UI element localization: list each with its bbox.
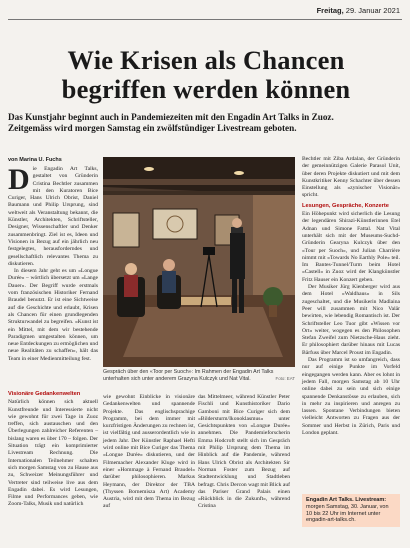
- article-photo: [103, 157, 295, 367]
- subhead-visionary: Visionäre Gedankenwelten: [8, 391, 81, 397]
- dateline: [317, 6, 400, 15]
- article-column-1-bottom: [8, 388, 98, 509]
- article-column-3: [198, 394, 290, 511]
- headline-line2: begriffen werden können: [61, 74, 351, 104]
- infobox-text: morgen Samstag, 30. Januar, von 10 bis 22 Uhr im Internet unter engadin-art-talks.ch.: [306, 503, 389, 524]
- photo-caption-text: Gespräch über den «Toor per Suoch»: Im Rahmen der Engadin Art Talks unterhalten sich unter anderem Grazyna Kulczyk und Nat Vital.: [103, 369, 274, 382]
- paragraph-col4-4: Das Programm ist so umfangreich, dass nur auf einige Punkte im Vorfeld eingegangen werden kann. Aber es lohnt in jedem Fall, morgen Samstag ab 10 Uhr online dabei zu sein und sich einige spannende Denkanstösse zu erlauben, sich in mehr zu inspirieren und anregen zu lassen. Spontane Verbindungen bieten vielleicht Antworten zu Fragen aus der Sommer und Herbst in Zürich, Paris und London geplant.: [302, 357, 400, 436]
- headline-line1: Wie Krisen als Chancen: [67, 45, 345, 75]
- article-column-1: [8, 163, 98, 363]
- drop-cap: D: [8, 163, 30, 196]
- intro-paragraph: ie Engadin Art Talks, gestaltet von Gründerin Cristina Bechtler zusammen mit den Kuratoren Bice Curiger, Hans Ulrich Obrist, Daniel Baumann und Philip Ursprung, sind weltweit als Veranstaltung bekannt, die Künstler, Architekten, Schriftsteller, Designer, Wissenschaftler und Denker zusammenbringt. Ziel ist es, Ideen und Visionen in Bezug auf ein jährlich neu festgelegtes, herausforderndes und gesellschaftlich relevantes Thema zu diskutieren.: [8, 166, 98, 267]
- dek: [8, 112, 400, 134]
- headline: [8, 46, 404, 104]
- livestream-infobox: [302, 494, 400, 527]
- subhead-readings: Lesungen, Gespräche, Konzerte: [302, 202, 389, 209]
- photo-credit: Foto: EAT: [275, 376, 295, 381]
- dateline-weekday: Freitag,: [316, 6, 344, 15]
- infobox-title: Engadin Art Talks. Livestream:: [306, 497, 387, 503]
- photo-scene: [103, 157, 295, 367]
- byline: von Marina U. Fuchs: [8, 157, 62, 163]
- paragraph-2: In diesem Jahr geht es um «Longue Durée» – wörtlich übersetzt um «Lange Dauer». Der Begriff wurde erstmals vom französischen Historiker Fernand Braudel benutzt. Er ist eine Sichtweise auf die Geschichte und erlaubt, Krisen als Chancen für einen grundlegenden Strukturwandel zu begreifen. «Kunst ist ein Mittel, mit dem wir bestehende Paradigmen umgestalten können, um neue Entdeckungen zu ermöglichen und neue Realitäten zu schaffen», hält das Team in einer Medienmitteilung fest.: [8, 268, 98, 362]
- paragraph-col4-3: Der Musiker Jürg Kienberger wird aus dem Hotel «Waldhaus» in Sils zugeschaltet, und die Musikerin Madlaina Peer will zusammen mit Nico Valär bewirten, wie lebendig Romantisch ist. Der Schriftsteller Leo Tuor gibt «Wissen vor Ort» weiter, wogegen es den Philosophen Stefan Zweifel zum Nietzsche-Haus zieht. Er philosophiert darüber hinaus mit Lucas Bärfuss über Marcel Proust im Engadin.: [302, 284, 400, 356]
- dek-line1: Das Kunstjahr beginnt auch in Pandemiezeiten mit den Engadin Art Talks in Zuoz.: [8, 112, 334, 122]
- top-rule: [8, 19, 402, 20]
- article-column-2: [103, 394, 195, 511]
- paragraph-column-3: das Mittelmeer, während Künstler Peter Fischli und Kunsthistoriker Dario Gamboni mit Bice Curiger sich dem «Bildersturm/Ikonoklasmus» unter Gesichtspunkten von «Longue Durée» annehmen. Die Pandemieforscherin Emma Hodcroft stellt sich im Gespräch mit Philip Ursprung dem Thema im Hinblick auf die Pandemie, während Hans Ulrich Obrist als Architekten Sir Norman Foster zum Bezug auf Stadtentwicklung und Stadtleben befragt. Chris Dercon wagt mit Blick auf das Pariser Grand Palais einen «Rückblick in die Zukunft», während Cristina: [198, 394, 290, 510]
- article-column-4: [302, 156, 400, 437]
- dateline-date: 29. Januar 2021: [345, 6, 400, 15]
- paragraph-visionary: Natürlich können sich aktuell Kunstfreunde und Interessierte nicht wie gewohnt für zwei Tage in Zuoz treffen, sich austauschen und den Überlegungen zahlreicher Referenten – bislang waren es über 170 – folgen. Der Situation trägt ein komprimierter Livestream Rechnung. Die Internationalen Teilnehmer schalten sich morgen Samstag von zu Hause aus zu, Schweizer Meinungsführer und Vertreter sind teilweise live aus dem Engadin dabei. Es wird Lesungen, Filme und Performances geben, wie Zoom-Talks, Musik und natürlich: [8, 399, 98, 508]
- paragraph-col4-2: Ein Höhepunkt wird sicherlich die Lesung der legendären Shirazi-Künstlerinnen Etel Adnan und Simone Fattal. Nat Vital unterhält sich mit der Museums-Suchd-Gründerin Gearyna Kulczyk über den «Tour per Suoch», und Julian Charrière nimmt mit «Towards No Earthly Pole» teil. Im Bantes-Tunnel/Turm beim Hotel «Castell» in Zuoz wird der Klangkünstler Fritz Hauser ein Konzert geben.: [302, 211, 400, 283]
- photo-caption: [103, 369, 295, 382]
- paragraph-column-2: wie gewohnt Einblicke in visionäre Gedankenwelten und spannende Projekte. Das englischsprachige Programm, bei dem immer mit kurzfristigen Änderungen zu rechnen ist, ist vielfältig und ausserordentlich wie in jedem Jahr. Der Künstler Raphael Hefti wird online mit Bice Curiger das Thema «Longue Durée» diskutieren, und der Filmemacher Alexander Kluge wird in einer «Hommage à Fernand Braudel» darüber philosophieren. Markus Heymann, der Direktor der TBA (Thyssen Bornemisza Art) Academy Austria, wird mit dem Thema im Bezug auf: [103, 394, 195, 510]
- dek-line2: Zeitgemäss wird morgen Samstag ein zwölfstündiger Livestream geboten.: [8, 123, 297, 133]
- paragraph-col4-1: Bechtler mit Ziba Ardalan, der Gründerin der gemeinnützigen Galerie Parasol Unit, über deren Projekte diskutiert und mit dem Kunstkritiker Kenny Schachter über dessen Einstellung als «zynischer Visionär» spricht.: [302, 156, 400, 199]
